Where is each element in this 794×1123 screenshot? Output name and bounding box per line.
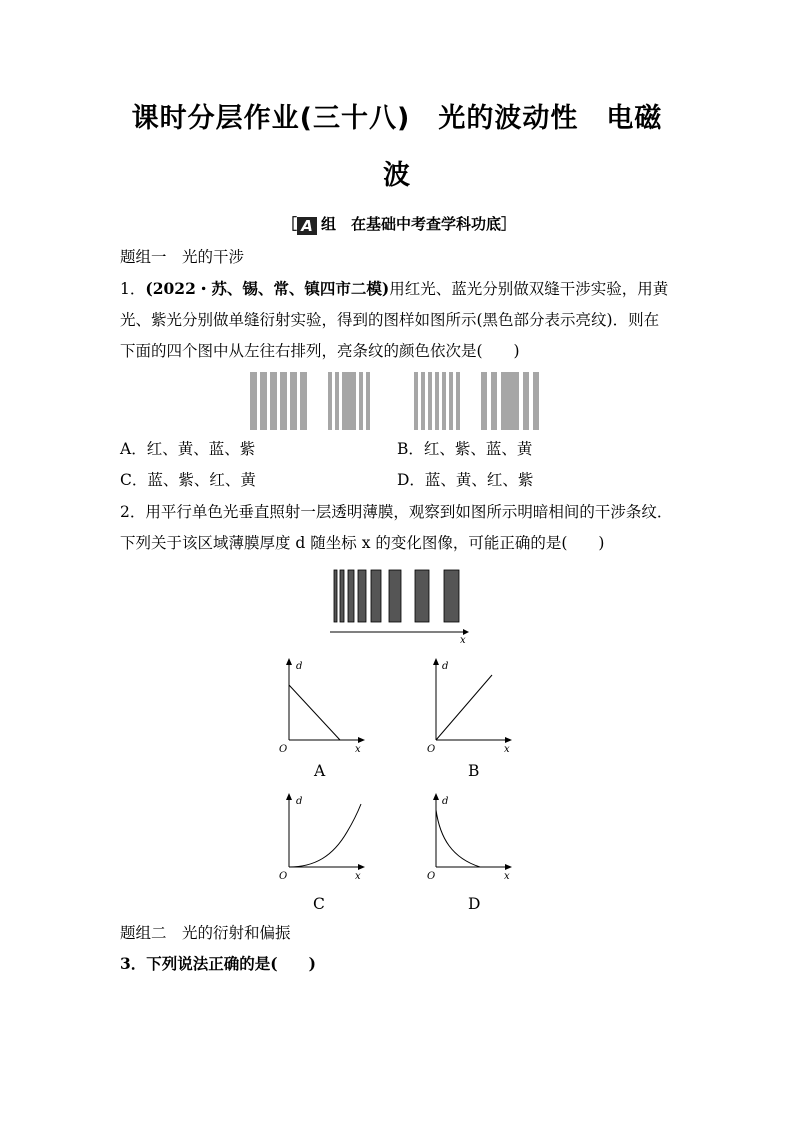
question-2-line-1: 2．用平行单色光垂直照射一层透明薄膜，观察到如图所示明暗相间的干涉条纹． [120, 503, 673, 521]
graph-a-y-label: d [296, 661, 303, 672]
bracket-left: ［ [282, 215, 298, 233]
graph-d-y-label: d [442, 796, 449, 807]
graph-d-y-arrow [433, 793, 439, 800]
fringe-x-label: x [460, 635, 466, 645]
graph-b-y-arrow [433, 658, 439, 665]
section-title-diffraction: 题组二 光的衍射和偏振 [120, 924, 291, 942]
graph-a-label: A [314, 762, 326, 780]
question-1-option-a: A．红、黄、蓝、紫 [120, 440, 256, 458]
graph-c-y-label: d [296, 796, 303, 807]
fringe-pattern-2 [328, 372, 370, 430]
question-1-text-1: 用红光、蓝光分别做双缝干涉实验，用黄 [389, 280, 669, 298]
question-3-line-1: 3．下列说法正确的是( ) [120, 954, 316, 973]
graph-a-y-arrow [286, 658, 292, 665]
graph-c-x-arrow [358, 864, 365, 870]
question-1-line-2: 光、紫光分别做单缝衍射实验，得到的图样如图所示(黑色部分表示亮纹)．则在 [120, 311, 660, 329]
graph-b-x-label: x [504, 744, 510, 755]
graph-a-x-label: x [355, 744, 361, 755]
question-1-source: (2022・苏、锡、常、镇四市二模) [145, 279, 390, 298]
fringe-pattern-1 [250, 372, 307, 430]
fringe-pattern-4 [481, 372, 539, 430]
question-1-option-c: C．蓝、紫、红、黄 [120, 471, 256, 489]
graph-b [424, 655, 524, 755]
graph-d-origin: O [427, 871, 436, 882]
graph-d-curve [436, 810, 480, 867]
graph-c-label: C [313, 895, 325, 913]
thin-film-fringes [334, 570, 459, 622]
graph-a-curve [289, 685, 340, 740]
group-banner-text: 组 在基础中考查学科功底 [321, 215, 502, 233]
page-title-continued: 波 [383, 160, 411, 191]
fringe-patterns-figure [240, 370, 560, 432]
graph-c-curve [289, 804, 361, 867]
group-banner [282, 213, 516, 235]
question-1-number: 1． [120, 280, 146, 298]
page-title: 课时分层作业(三十八) 光的波动性 电磁 [131, 103, 663, 134]
section-title-interference: 题组一 光的干涉 [120, 248, 245, 266]
graph-d [424, 790, 524, 890]
graph-b-y-label: d [442, 661, 449, 672]
question-1-option-d: D．蓝、黄、红、紫 [397, 471, 534, 489]
bracket-right: ］ [501, 215, 517, 233]
fringe-pattern-3 [414, 372, 460, 430]
thin-film-fringes-figure [325, 565, 475, 645]
graph-a-x-arrow [358, 737, 365, 743]
graph-d-label: D [468, 895, 481, 913]
graph-d-x-arrow [505, 864, 512, 870]
graph-c-y-arrow [286, 793, 292, 800]
question-2-line-2: 下列关于该区域薄膜厚度 d 随坐标 x 的变化图像，可能正确的是( ) [120, 534, 605, 552]
question-1-line-1 [120, 280, 668, 299]
graph-c-origin: O [279, 871, 288, 882]
graph-b-origin: O [427, 744, 436, 755]
graph-d-x-label: x [504, 871, 510, 882]
graph-b-curve [436, 675, 492, 740]
question-1-option-b: B．红、紫、蓝、黄 [397, 440, 533, 458]
graph-b-x-arrow [505, 737, 512, 743]
graph-a [275, 655, 375, 755]
question-1-line-3: 下面的四个图中从左往右排列，亮条纹的颜色依次是( ) [120, 342, 520, 360]
graph-c [275, 790, 375, 890]
graph-b-label: B [468, 762, 480, 780]
graph-c-x-label: x [355, 871, 361, 882]
graph-a-origin: O [279, 744, 288, 755]
group-a-logo: A [297, 217, 317, 235]
